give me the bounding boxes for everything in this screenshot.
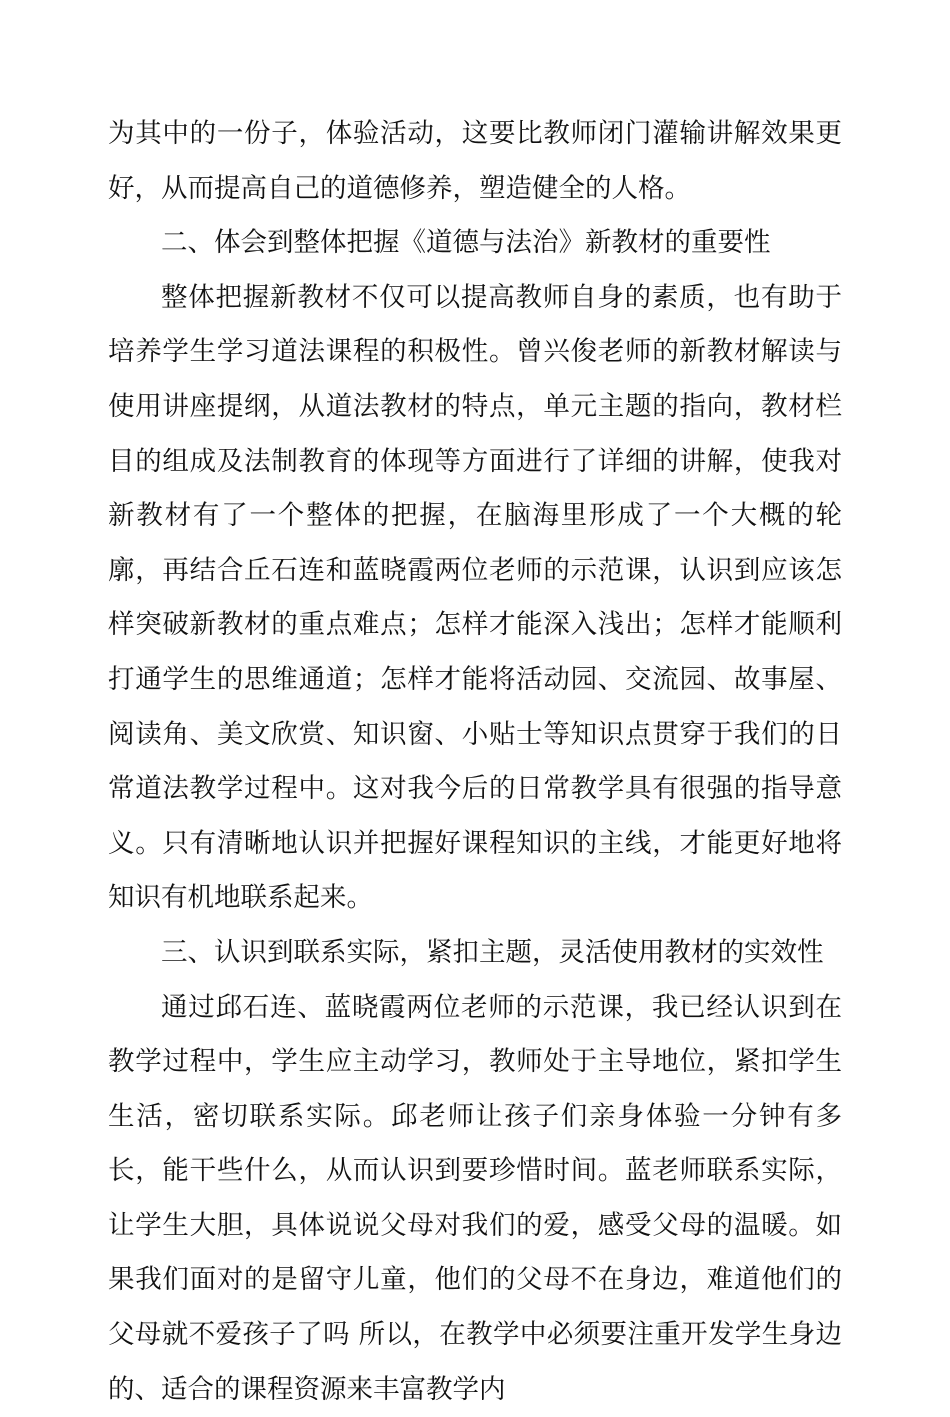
section-heading-two: 二、体会到整体把握《道德与法治》新教材的重要性	[108, 216, 842, 271]
section-heading-three: 三、认识到联系实际，紧扣主题，灵活使用教材的实效性	[108, 926, 842, 981]
document-body	[108, 107, 842, 1417]
paragraph-section-two: 整体把握新教材不仅可以提高教师自身的素质，也有助于培养学生学习道法课程的积极性。曾兴俊老师的新教材解读与使用讲座提纲，从道法教材的特点，单元主题的指向，教材栏目的组成及法制教育的体现等方面进行了详细的讲解，使我对新教材有了一个整体的把握，在脑海里形成了一个大概的轮廓，再结合丘石连和蓝晓霞两位老师的示范课，认识到应该怎样突破新教材的重点难点；怎样才能深入浅出；怎样才能顺利打通学生的思维通道；怎样才能将活动园、交流园、故事屋、阅读角、美文欣赏、知识窗、小贴士等知识点贯穿于我们的日常道法教学过程中。这对我今后的日常教学具有很强的指导意义。只有清晰地认识并把握好课程知识的主线，才能更好地将知识有机地联系起来。	[108, 271, 842, 926]
paragraph-section-three: 通过邱石连、蓝晓霞两位老师的示范课，我已经认识到在教学过程中，学生应主动学习，教师处于主导地位，紧扣学生生活，密切联系实际。邱老师让孩子们亲身体验一分钟有多长，能干些什么，从而认识到要珍惜时间。蓝老师联系实际，让学生大胆，具体说说父母对我们的爱，感受父母的温暖。如果我们面对的是留守儿童，他们的父母不在身边，难道他们的父母就不爱孩子了吗 所以，在教学中必须要注重开发学生身边的、适合的课程资源来丰富教学内	[108, 981, 842, 1417]
paragraph-continuation: 为其中的一份子，体验活动，这要比教师闭门灌输讲解效果更好，从而提高自己的道德修养，塑造健全的人格。	[108, 107, 842, 216]
